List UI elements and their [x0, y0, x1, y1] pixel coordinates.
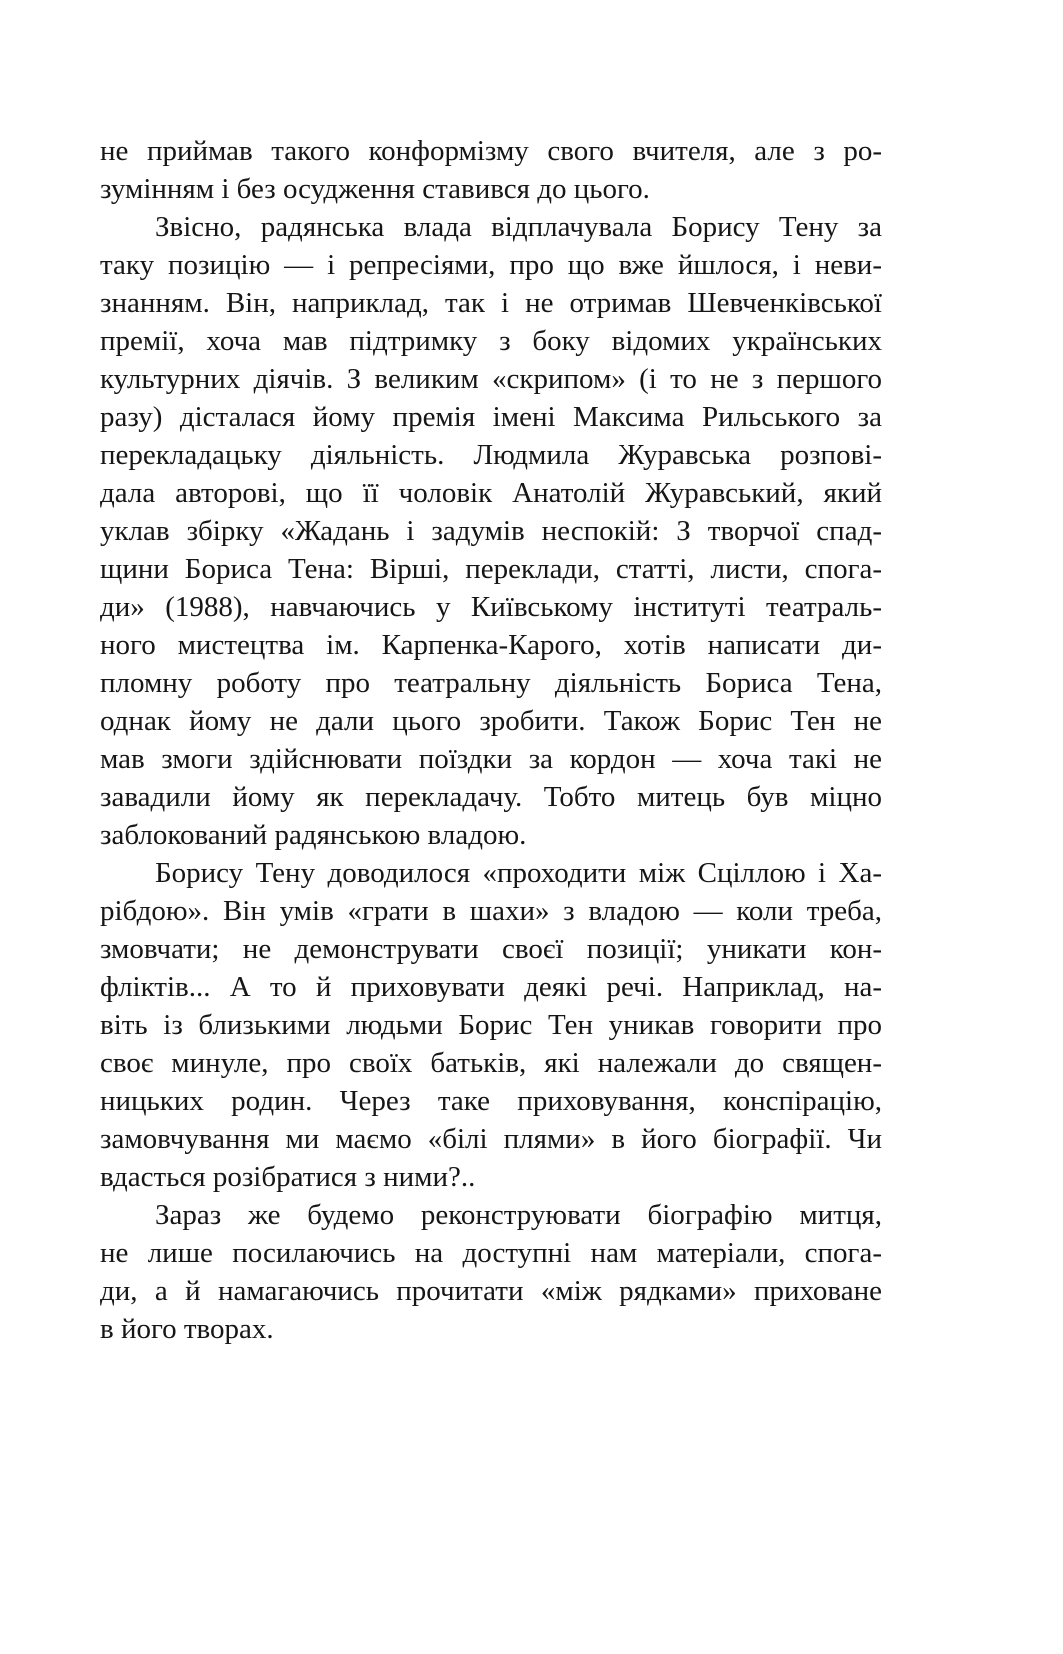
text-line: Зараз же будемо реконструювати біографію митця, [155, 1199, 882, 1231]
text-line: заблокований радянською владою. [100, 819, 527, 851]
text-block [100, 132, 882, 1348]
text-line: однак йому не дали цього зробити. Також Борис Тен не [100, 705, 882, 737]
text-line: вдасться розібратися з ними?.. [100, 1161, 476, 1193]
text-line: зумінням і без осудження ставився до цього. [100, 173, 650, 205]
text-line: разу) дісталася йому премія імені Максима Рильського за [100, 401, 882, 433]
text-line: завадили йому як перекладачу. Тобто митець був міцно [100, 781, 882, 813]
text-line: рібдою». Він умів «грати в шахи» з владою — коли треба, [100, 895, 882, 927]
text-line: не приймав такого конформізму свого вчителя, але з ро- [100, 135, 882, 167]
text-line: дала авторові, що її чоловік Анатолій Журавський, який [100, 477, 882, 509]
paragraph [100, 1196, 882, 1348]
text-line: змовчати; не демонструвати своєї позиції; уникати кон- [100, 933, 882, 965]
text-line: Борису Тену доводилося «проходити між Сціллою і Ха- [155, 857, 882, 889]
text-line: ного мистецтва ім. Карпенка-Карого, хотів написати ди- [100, 629, 882, 661]
paragraph [100, 132, 882, 208]
text-line: мав змоги здійснювати поїздки за кордон — хоча такі не [100, 743, 882, 775]
text-line: уклав збірку «Жадань і задумів неспокій: З творчої спад- [100, 515, 882, 547]
text-line: ди, а й намагаючись прочитати «між рядками» приховане [100, 1275, 882, 1307]
text-line: культурних діячів. З великим «скрипом» (і то не з першого [100, 363, 882, 395]
text-line: перекладацьку діяльність. Людмила Журавська розпові- [100, 439, 882, 471]
text-line: в його творах. [100, 1313, 274, 1345]
text-line: премії, хоча мав підтримку з боку відомих українських [100, 325, 882, 357]
text-line: замовчування ми маємо «білі плями» в його біографії. Чи [100, 1123, 882, 1155]
text-line: фліктів... А то й приховувати деякі речі. Наприклад, на- [100, 971, 882, 1003]
text-line: своє минуле, про своїх батьків, які належали до священ- [100, 1047, 882, 1079]
text-line: Звісно, радянська влада відплачувала Борису Тену за [155, 211, 882, 243]
text-line: пломну роботу про театральну діяльність Бориса Тена, [100, 667, 882, 699]
text-line: віть із близькими людьми Борис Тен уникав говорити про [100, 1009, 882, 1041]
text-line: ницьких родин. Через таке приховування, конспірацію, [100, 1085, 882, 1117]
text-line: ди» (1988), навчаючись у Київському інституті театраль- [100, 591, 882, 623]
paragraph [100, 854, 882, 1196]
text-line: знанням. Він, наприклад, так і не отримав Шевченківської [100, 287, 882, 319]
text-line: щини Бориса Тена: Вірші, переклади, статті, листи, спога- [100, 553, 882, 585]
text-line: таку позицію — і репресіями, про що вже йшлося, і неви- [100, 249, 882, 281]
paragraph [100, 208, 882, 854]
text-line: не лише посилаючись на доступні нам матеріали, спога- [100, 1237, 882, 1269]
